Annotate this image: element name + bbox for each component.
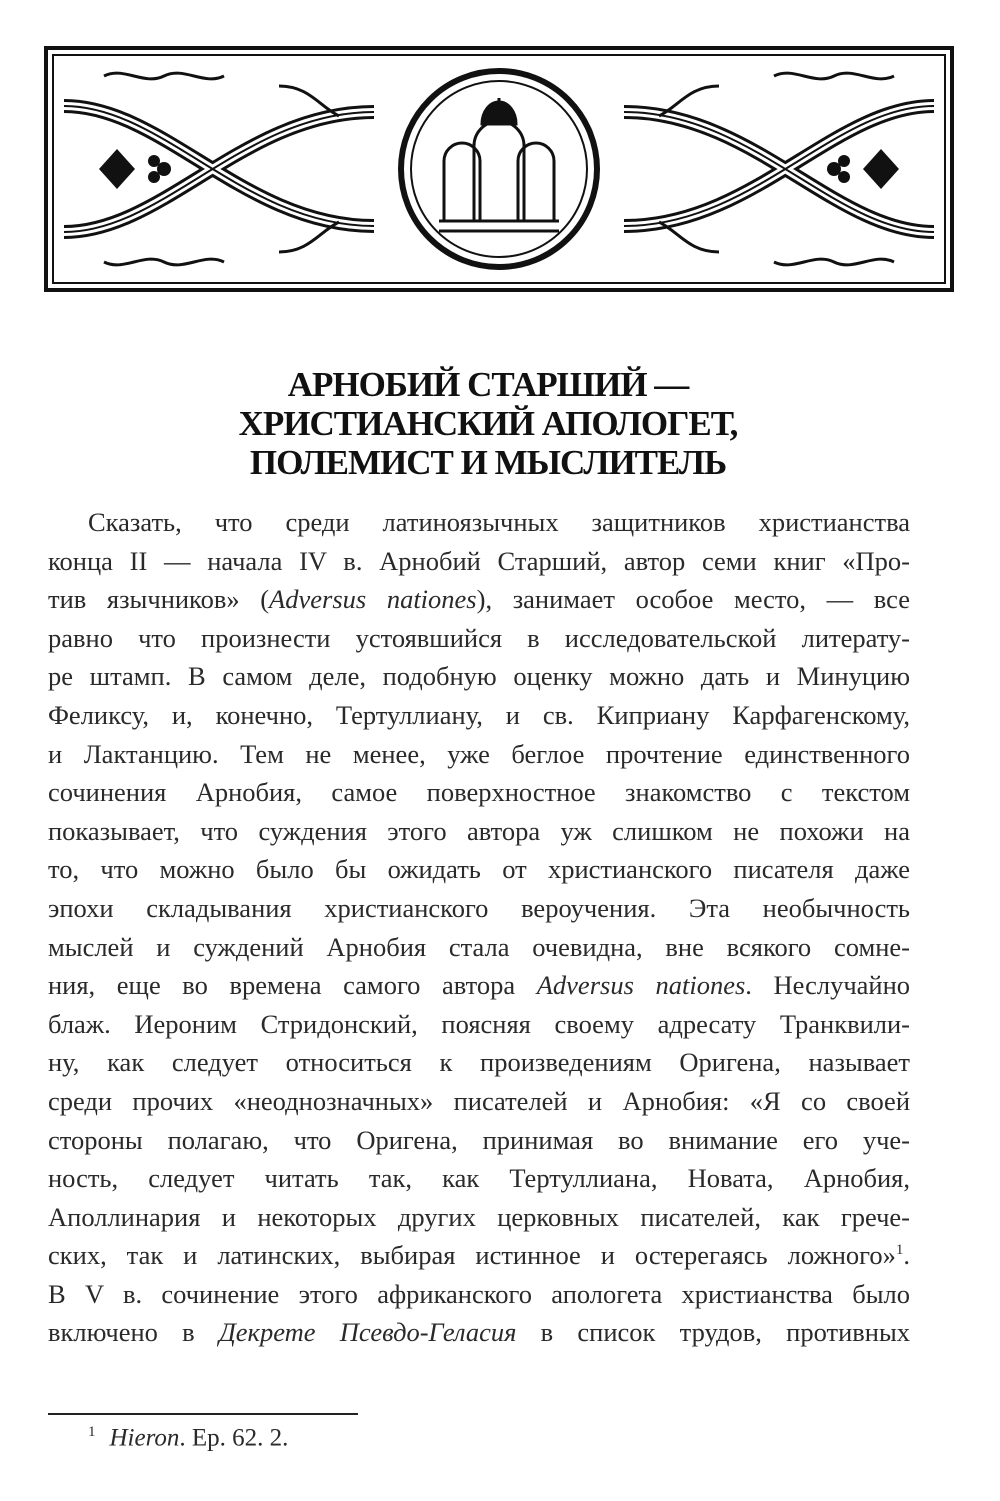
text-line [48, 503, 910, 542]
text-line [48, 1275, 910, 1314]
text-line [48, 1313, 910, 1352]
text-segment: Adversus nationes [269, 584, 477, 615]
text-line [48, 889, 910, 928]
text-segment: тив язычников» ( [48, 584, 270, 615]
text-segment: конца II — начала IV в. Арнобий Старший, автор семи книг «Про- [48, 545, 910, 576]
body-text [48, 503, 910, 1352]
text-segment: ), занимает особое место, — все [476, 584, 910, 615]
text-segment: В V в. сочинение этого африканского апологета христианства было [48, 1278, 910, 1309]
text-segment: мыслей и суждений Арнобия стала очевидна, вне всякого сомне- [48, 931, 910, 962]
text-line [48, 773, 910, 812]
text-segment: Adversus nationes [536, 970, 746, 1001]
text-line [48, 1005, 910, 1044]
text-line [48, 1043, 910, 1082]
text-line [48, 696, 910, 735]
footnote-ref: . Ep. 62. 2. [179, 1424, 289, 1452]
text-segment: ских, так и латинских, выбирая истинное и остерегаясь ложного» [48, 1240, 896, 1271]
text-segment: блаж. Иероним Стридонский, поясняя своему адресату Транквили- [48, 1008, 910, 1039]
text-line [48, 580, 910, 619]
text-segment: Феликсу, и, конечно, Тертуллиану, и св. Киприану Карфагенскому, [48, 699, 910, 730]
text-line [48, 966, 910, 1005]
text-segment: включено в [48, 1317, 219, 1348]
text-segment: равно что произнести устоявшийся в исследовательской литерату- [48, 622, 910, 653]
text-line [48, 850, 910, 889]
text-line [48, 735, 910, 774]
footnote-author: Hieron [109, 1424, 180, 1452]
text-line [48, 1159, 910, 1198]
text-line [48, 542, 910, 581]
text-line [48, 1236, 910, 1275]
text-segment: Аполлинария и некоторых других церковных писателей, как грече- [48, 1201, 910, 1232]
text-segment: то, что можно было бы ожидать от христианского писателя даже [48, 854, 910, 885]
chapter-title-line-2: ХРИСТИАНСКИЙ АПОЛОГЕТ, [238, 404, 738, 443]
text-segment: Декрете Псевдо-Геласия [218, 1317, 517, 1348]
footnote [88, 1424, 288, 1452]
text-line [48, 619, 910, 658]
text-segment: Сказать, что среди латиноязычных защитников христианства [88, 507, 910, 537]
chapter-title-line-3: ПОЛЕМИСТ И МЫСЛИТЕЛЬ [249, 443, 727, 482]
text-line [48, 1198, 910, 1237]
text-segment: ре штамп. В самом деле, подобную оценку можно дать и Минуцию [48, 661, 910, 692]
footnote-mark: 1 [88, 1424, 96, 1440]
text-line [48, 657, 910, 696]
text-line [48, 1082, 910, 1121]
text-segment: показывает, что суждения этого автора уж слишком не похожи на [48, 815, 910, 846]
footnote-reference: 1 [895, 1242, 904, 1259]
text-segment: . [903, 1240, 910, 1271]
text-segment: ность, следует читать так, как Тертуллиана, Новата, Арнобия, [48, 1163, 910, 1194]
text-segment: среди прочих «неоднозначных» писателей и Арнобия: «Я со своей [48, 1085, 910, 1116]
decorative-headpiece-ornament [44, 46, 954, 292]
text-segment: и Лактанцию. Тем не менее, уже беглое прочтение единственного [48, 738, 910, 769]
text-line [48, 812, 910, 851]
footnote-divider [48, 1413, 358, 1415]
text-line [48, 1121, 910, 1160]
text-segment: стороны полагаю, что Оригена, принимая во внимание его уче- [48, 1124, 910, 1155]
text-segment: . Неслучайно [745, 970, 911, 1001]
text-segment: ну, как следует относиться к произведениям Оригена, называет [48, 1047, 910, 1078]
text-segment: сочинения Арнобия, самое поверхностное знакомство с текстом [48, 777, 910, 808]
text-segment: ния, еще во времена самого автора [48, 970, 537, 1001]
text-segment: эпохи складывания христианского вероучения. Эта необычность [48, 892, 910, 923]
chapter-title-line-1: АРНОБИЙ СТАРШИЙ — [287, 365, 689, 404]
text-segment: в список трудов, противных [516, 1317, 911, 1348]
text-line [48, 928, 910, 967]
